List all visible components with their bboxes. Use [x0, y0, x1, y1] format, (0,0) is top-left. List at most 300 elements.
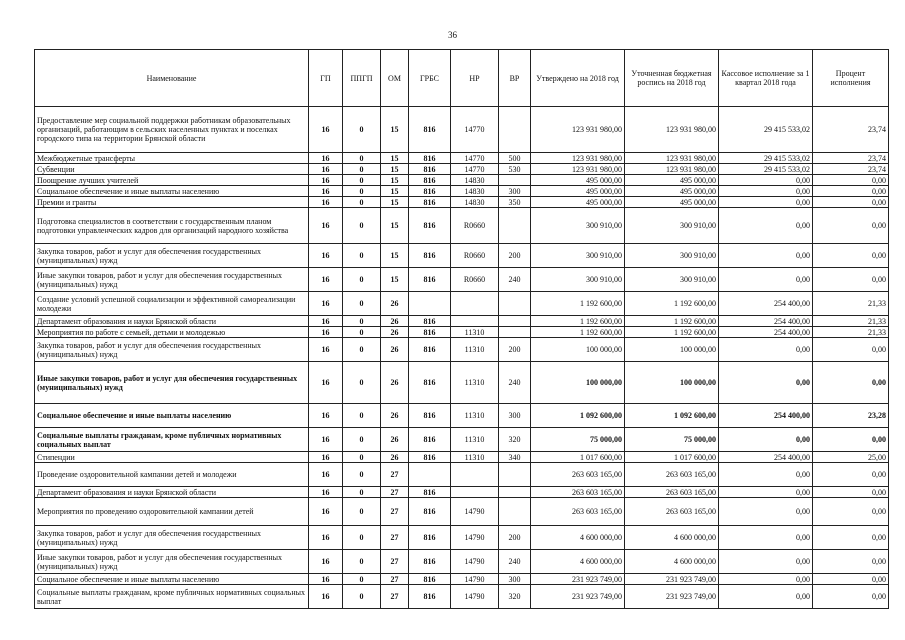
row-percent-cell: 0,00 [813, 428, 889, 452]
row-percent-cell: 21,33 [813, 292, 889, 316]
row-updated-cell: 100 000,00 [625, 338, 719, 362]
row-cash-cell: 0,00 [719, 197, 813, 208]
row-name-cell: Межбюджетные трансферты [35, 153, 309, 164]
row-nr-cell: 11310 [451, 404, 499, 428]
row-updated-cell: 1 192 600,00 [625, 292, 719, 316]
row-percent-cell: 0,00 [813, 574, 889, 585]
row-cash-cell: 0,00 [719, 175, 813, 186]
row-om-cell: 26 [381, 362, 409, 404]
row-ppgp-cell: 0 [343, 107, 381, 153]
row-grbs-cell: 816 [409, 585, 451, 609]
row-approved-cell: 100 000,00 [531, 362, 625, 404]
row-cash-cell: 29 415 533,02 [719, 107, 813, 153]
row-gp-cell: 16 [309, 550, 343, 574]
row-grbs-cell [409, 463, 451, 487]
row-ppgp-cell: 0 [343, 153, 381, 164]
row-updated-cell: 1 092 600,00 [625, 404, 719, 428]
row-gp-cell: 16 [309, 428, 343, 452]
row-vr-cell [499, 107, 531, 153]
row-gp-cell: 16 [309, 153, 343, 164]
budget-execution-table [34, 49, 889, 609]
table-row [35, 164, 889, 175]
row-grbs-cell: 816 [409, 153, 451, 164]
row-gp-cell: 16 [309, 338, 343, 362]
row-percent-cell: 23,74 [813, 164, 889, 175]
row-updated-cell: 1 192 600,00 [625, 316, 719, 327]
row-updated-cell: 123 931 980,00 [625, 164, 719, 175]
row-approved-cell: 1 192 600,00 [531, 327, 625, 338]
row-ppgp-cell: 0 [343, 186, 381, 197]
col-header-name: Наименование [35, 50, 309, 107]
row-name-cell: Мероприятия по проведению оздоровительной кампании детей [35, 498, 309, 526]
row-ppgp-cell: 0 [343, 338, 381, 362]
row-om-cell: 27 [381, 463, 409, 487]
row-grbs-cell: 816 [409, 164, 451, 175]
row-percent-cell: 0,00 [813, 244, 889, 268]
row-vr-cell [499, 292, 531, 316]
row-nr-cell [451, 487, 499, 498]
row-cash-cell: 0,00 [719, 244, 813, 268]
row-updated-cell: 75 000,00 [625, 428, 719, 452]
row-cash-cell: 29 415 533,02 [719, 153, 813, 164]
row-om-cell: 26 [381, 292, 409, 316]
row-ppgp-cell: 0 [343, 197, 381, 208]
row-om-cell: 27 [381, 585, 409, 609]
row-nr-cell: 11310 [451, 338, 499, 362]
table-row [35, 186, 889, 197]
table-row [35, 327, 889, 338]
row-vr-cell: 320 [499, 428, 531, 452]
row-om-cell: 15 [381, 107, 409, 153]
row-om-cell: 26 [381, 428, 409, 452]
row-nr-cell: 11310 [451, 428, 499, 452]
row-grbs-cell: 816 [409, 428, 451, 452]
row-name-cell: Иные закупки товаров, работ и услуг для обеспечения государственных (муниципальных) нужд [35, 268, 309, 292]
row-vr-cell [499, 498, 531, 526]
row-updated-cell: 123 931 980,00 [625, 107, 719, 153]
col-header-updated: Уточненная бюджетная роспись на 2018 год [625, 50, 719, 107]
row-om-cell: 26 [381, 327, 409, 338]
row-approved-cell: 495 000,00 [531, 197, 625, 208]
row-vr-cell [499, 208, 531, 244]
row-ppgp-cell: 0 [343, 292, 381, 316]
row-name-cell: Премии и гранты [35, 197, 309, 208]
row-updated-cell: 4 600 000,00 [625, 526, 719, 550]
row-grbs-cell: 816 [409, 550, 451, 574]
row-updated-cell: 263 603 165,00 [625, 463, 719, 487]
row-nr-cell: 14790 [451, 574, 499, 585]
table-row [35, 574, 889, 585]
row-grbs-cell: 816 [409, 404, 451, 428]
row-cash-cell: 0,00 [719, 463, 813, 487]
row-name-cell: Создание условий успешной социализации и эффективной самореализации молодежи [35, 292, 309, 316]
row-approved-cell: 1 192 600,00 [531, 292, 625, 316]
row-updated-cell: 100 000,00 [625, 362, 719, 404]
row-grbs-cell: 816 [409, 487, 451, 498]
table-row [35, 404, 889, 428]
row-percent-cell: 0,00 [813, 197, 889, 208]
row-vr-cell [499, 463, 531, 487]
row-ppgp-cell: 0 [343, 316, 381, 327]
row-updated-cell: 300 910,00 [625, 244, 719, 268]
row-approved-cell: 4 600 000,00 [531, 550, 625, 574]
row-cash-cell: 0,00 [719, 487, 813, 498]
row-nr-cell: 14830 [451, 197, 499, 208]
row-nr-cell [451, 292, 499, 316]
row-ppgp-cell: 0 [343, 244, 381, 268]
row-nr-cell: 14770 [451, 107, 499, 153]
row-updated-cell: 495 000,00 [625, 186, 719, 197]
row-ppgp-cell: 0 [343, 526, 381, 550]
row-updated-cell: 1 192 600,00 [625, 327, 719, 338]
row-gp-cell: 16 [309, 164, 343, 175]
row-name-cell: Социальные выплаты гражданам, кроме публичных нормативных социальных выплат [35, 428, 309, 452]
row-gp-cell: 16 [309, 107, 343, 153]
row-nr-cell: 14790 [451, 498, 499, 526]
row-approved-cell: 263 603 165,00 [531, 487, 625, 498]
row-gp-cell: 16 [309, 487, 343, 498]
row-gp-cell: 16 [309, 404, 343, 428]
row-cash-cell: 0,00 [719, 585, 813, 609]
row-om-cell: 15 [381, 268, 409, 292]
row-nr-cell: 14830 [451, 175, 499, 186]
row-percent-cell: 0,00 [813, 208, 889, 244]
row-om-cell: 15 [381, 244, 409, 268]
row-ppgp-cell: 0 [343, 208, 381, 244]
row-grbs-cell: 816 [409, 316, 451, 327]
row-gp-cell: 16 [309, 186, 343, 197]
col-header-gp: ГП [309, 50, 343, 107]
row-approved-cell: 4 600 000,00 [531, 526, 625, 550]
row-nr-cell: 14770 [451, 164, 499, 175]
row-vr-cell: 300 [499, 186, 531, 197]
row-gp-cell: 16 [309, 362, 343, 404]
col-header-om: ОМ [381, 50, 409, 107]
row-vr-cell: 300 [499, 574, 531, 585]
row-grbs-cell: 816 [409, 526, 451, 550]
col-header-approved: Утверждено на 2018 год [531, 50, 625, 107]
row-grbs-cell: 816 [409, 452, 451, 463]
row-grbs-cell [409, 292, 451, 316]
table-row [35, 292, 889, 316]
row-updated-cell: 1 017 600,00 [625, 452, 719, 463]
row-vr-cell [499, 487, 531, 498]
row-om-cell: 15 [381, 186, 409, 197]
row-ppgp-cell: 0 [343, 268, 381, 292]
row-name-cell: Закупка товаров, работ и услуг для обеспечения государственных (муниципальных) нужд [35, 526, 309, 550]
row-approved-cell: 1 092 600,00 [531, 404, 625, 428]
row-percent-cell: 0,00 [813, 268, 889, 292]
row-gp-cell: 16 [309, 498, 343, 526]
table-row [35, 316, 889, 327]
row-grbs-cell: 816 [409, 186, 451, 197]
row-approved-cell: 231 923 749,00 [531, 585, 625, 609]
row-cash-cell: 0,00 [719, 498, 813, 526]
row-updated-cell: 495 000,00 [625, 175, 719, 186]
row-approved-cell: 1 192 600,00 [531, 316, 625, 327]
row-cash-cell: 254 400,00 [719, 404, 813, 428]
row-nr-cell: 11310 [451, 362, 499, 404]
row-om-cell: 15 [381, 164, 409, 175]
table-row [35, 268, 889, 292]
row-cash-cell: 0,00 [719, 550, 813, 574]
row-approved-cell: 123 931 980,00 [531, 107, 625, 153]
row-updated-cell: 300 910,00 [625, 208, 719, 244]
row-cash-cell: 254 400,00 [719, 316, 813, 327]
row-nr-cell: 14770 [451, 153, 499, 164]
row-vr-cell: 500 [499, 153, 531, 164]
row-updated-cell: 263 603 165,00 [625, 498, 719, 526]
row-gp-cell: 16 [309, 526, 343, 550]
row-approved-cell: 123 931 980,00 [531, 164, 625, 175]
row-name-cell: Закупка товаров, работ и услуг для обеспечения государственных (муниципальных) нужд [35, 244, 309, 268]
row-om-cell: 27 [381, 498, 409, 526]
row-percent-cell: 21,33 [813, 316, 889, 327]
row-name-cell: Социальное обеспечение и иные выплаты населению [35, 574, 309, 585]
row-grbs-cell: 816 [409, 498, 451, 526]
row-name-cell: Иные закупки товаров, работ и услуг для обеспечения государственных (муниципальных) нужд [35, 362, 309, 404]
row-gp-cell: 16 [309, 292, 343, 316]
row-updated-cell: 263 603 165,00 [625, 487, 719, 498]
row-vr-cell: 530 [499, 164, 531, 175]
row-percent-cell: 0,00 [813, 487, 889, 498]
row-om-cell: 15 [381, 153, 409, 164]
row-ppgp-cell: 0 [343, 463, 381, 487]
row-gp-cell: 16 [309, 208, 343, 244]
row-name-cell: Социальное обеспечение и иные выплаты населению [35, 186, 309, 197]
table-row [35, 526, 889, 550]
table-row [35, 244, 889, 268]
row-cash-cell: 254 400,00 [719, 292, 813, 316]
table-row [35, 197, 889, 208]
row-percent-cell: 0,00 [813, 362, 889, 404]
row-vr-cell: 200 [499, 338, 531, 362]
col-header-nr: НР [451, 50, 499, 107]
row-vr-cell [499, 327, 531, 338]
row-nr-cell: 11310 [451, 452, 499, 463]
row-ppgp-cell: 0 [343, 428, 381, 452]
row-cash-cell: 0,00 [719, 186, 813, 197]
row-ppgp-cell: 0 [343, 550, 381, 574]
row-ppgp-cell: 0 [343, 452, 381, 463]
row-ppgp-cell: 0 [343, 404, 381, 428]
row-nr-cell: 14790 [451, 585, 499, 609]
table-header-row [35, 50, 889, 107]
row-updated-cell: 300 910,00 [625, 268, 719, 292]
row-percent-cell: 23,74 [813, 153, 889, 164]
row-name-cell: Закупка товаров, работ и услуг для обеспечения государственных (муниципальных) нужд [35, 338, 309, 362]
row-ppgp-cell: 0 [343, 327, 381, 338]
row-grbs-cell: 816 [409, 574, 451, 585]
row-om-cell: 27 [381, 526, 409, 550]
table-row [35, 153, 889, 164]
row-cash-cell: 0,00 [719, 428, 813, 452]
row-approved-cell: 231 923 749,00 [531, 574, 625, 585]
row-name-cell: Подготовка специалистов в соответствии с государственным планом подготовки управленческих кадров для организаций народного хозяйства [35, 208, 309, 244]
table-row [35, 585, 889, 609]
row-name-cell: Иные закупки товаров, работ и услуг для обеспечения государственных (муниципальных) нужд [35, 550, 309, 574]
table-row [35, 107, 889, 153]
row-gp-cell: 16 [309, 244, 343, 268]
row-grbs-cell: 816 [409, 175, 451, 186]
row-nr-cell: 14830 [451, 186, 499, 197]
row-approved-cell: 300 910,00 [531, 244, 625, 268]
row-ppgp-cell: 0 [343, 487, 381, 498]
col-header-grbs: ГРБС [409, 50, 451, 107]
row-om-cell: 27 [381, 574, 409, 585]
row-om-cell: 26 [381, 452, 409, 463]
row-cash-cell: 0,00 [719, 574, 813, 585]
col-header-percent: Процент исполнения [813, 50, 889, 107]
row-grbs-cell: 816 [409, 197, 451, 208]
row-percent-cell: 0,00 [813, 186, 889, 197]
row-om-cell: 15 [381, 175, 409, 186]
row-gp-cell: 16 [309, 463, 343, 487]
row-updated-cell: 231 923 749,00 [625, 574, 719, 585]
row-percent-cell: 23,74 [813, 107, 889, 153]
row-ppgp-cell: 0 [343, 362, 381, 404]
row-percent-cell: 21,33 [813, 327, 889, 338]
col-header-ppgp: ППГП [343, 50, 381, 107]
row-gp-cell: 16 [309, 175, 343, 186]
row-cash-cell: 0,00 [719, 338, 813, 362]
row-cash-cell: 0,00 [719, 208, 813, 244]
row-vr-cell: 200 [499, 526, 531, 550]
row-approved-cell: 1 017 600,00 [531, 452, 625, 463]
row-name-cell: Предоставление мер социальной поддержки работникам образовательных организаций, работающим в сельских населенных пунктах и поселках городского типа на территории Брянской области [35, 107, 309, 153]
row-gp-cell: 16 [309, 327, 343, 338]
row-percent-cell: 25,00 [813, 452, 889, 463]
row-ppgp-cell: 0 [343, 175, 381, 186]
row-name-cell: Мероприятия по работе с семьей, детьми и молодежью [35, 327, 309, 338]
row-vr-cell [499, 316, 531, 327]
row-grbs-cell: 816 [409, 327, 451, 338]
row-name-cell: Социальные выплаты гражданам, кроме публичных нормативных социальных выплат [35, 585, 309, 609]
row-nr-cell: R0660 [451, 268, 499, 292]
row-om-cell: 15 [381, 197, 409, 208]
row-name-cell: Департамент образования и науки Брянской области [35, 487, 309, 498]
row-approved-cell: 300 910,00 [531, 268, 625, 292]
row-approved-cell: 495 000,00 [531, 186, 625, 197]
row-grbs-cell: 816 [409, 107, 451, 153]
row-grbs-cell: 816 [409, 338, 451, 362]
row-vr-cell: 240 [499, 550, 531, 574]
row-ppgp-cell: 0 [343, 498, 381, 526]
row-om-cell: 26 [381, 338, 409, 362]
table-row [35, 362, 889, 404]
row-name-cell: Поощрение лучших учителей [35, 175, 309, 186]
row-vr-cell: 200 [499, 244, 531, 268]
row-updated-cell: 123 931 980,00 [625, 153, 719, 164]
row-nr-cell: R0660 [451, 244, 499, 268]
row-om-cell: 26 [381, 404, 409, 428]
row-grbs-cell: 816 [409, 244, 451, 268]
row-name-cell: Стипендии [35, 452, 309, 463]
row-grbs-cell: 816 [409, 268, 451, 292]
row-nr-cell [451, 463, 499, 487]
page-number: 36 [448, 30, 457, 40]
table-body [35, 107, 889, 609]
row-vr-cell [499, 175, 531, 186]
row-updated-cell: 231 923 749,00 [625, 585, 719, 609]
row-gp-cell: 16 [309, 574, 343, 585]
row-approved-cell: 263 603 165,00 [531, 463, 625, 487]
row-gp-cell: 16 [309, 268, 343, 292]
row-cash-cell: 254 400,00 [719, 327, 813, 338]
row-vr-cell: 320 [499, 585, 531, 609]
row-percent-cell: 0,00 [813, 550, 889, 574]
row-name-cell: Социальное обеспечение и иные выплаты населению [35, 404, 309, 428]
table-row [35, 175, 889, 186]
row-name-cell: Проведение оздоровительной кампании детей и молодежи [35, 463, 309, 487]
col-header-cash: Кассовое исполнение за 1 квартал 2018 года [719, 50, 813, 107]
table-row [35, 463, 889, 487]
row-approved-cell: 123 931 980,00 [531, 153, 625, 164]
row-ppgp-cell: 0 [343, 574, 381, 585]
row-cash-cell: 29 415 533,02 [719, 164, 813, 175]
row-percent-cell: 0,00 [813, 463, 889, 487]
row-nr-cell: R0660 [451, 208, 499, 244]
table-row [35, 550, 889, 574]
row-cash-cell: 0,00 [719, 526, 813, 550]
row-om-cell: 27 [381, 487, 409, 498]
row-vr-cell: 240 [499, 268, 531, 292]
row-percent-cell: 0,00 [813, 585, 889, 609]
row-approved-cell: 263 603 165,00 [531, 498, 625, 526]
row-om-cell: 27 [381, 550, 409, 574]
table-row [35, 487, 889, 498]
row-nr-cell: 11310 [451, 327, 499, 338]
row-cash-cell: 254 400,00 [719, 452, 813, 463]
row-vr-cell: 340 [499, 452, 531, 463]
row-updated-cell: 495 000,00 [625, 197, 719, 208]
row-cash-cell: 0,00 [719, 362, 813, 404]
row-name-cell: Субвенции [35, 164, 309, 175]
row-grbs-cell: 816 [409, 362, 451, 404]
table-row [35, 498, 889, 526]
row-nr-cell: 14790 [451, 526, 499, 550]
row-ppgp-cell: 0 [343, 585, 381, 609]
row-percent-cell: 0,00 [813, 526, 889, 550]
table-row [35, 428, 889, 452]
row-percent-cell: 0,00 [813, 338, 889, 362]
row-percent-cell: 0,00 [813, 498, 889, 526]
col-header-vr: ВР [499, 50, 531, 107]
row-nr-cell [451, 316, 499, 327]
row-grbs-cell: 816 [409, 208, 451, 244]
row-gp-cell: 16 [309, 585, 343, 609]
row-percent-cell: 23,28 [813, 404, 889, 428]
table-row [35, 452, 889, 463]
row-vr-cell: 240 [499, 362, 531, 404]
row-updated-cell: 4 600 000,00 [625, 550, 719, 574]
row-approved-cell: 495 000,00 [531, 175, 625, 186]
row-percent-cell: 0,00 [813, 175, 889, 186]
row-gp-cell: 16 [309, 197, 343, 208]
row-gp-cell: 16 [309, 316, 343, 327]
row-approved-cell: 75 000,00 [531, 428, 625, 452]
row-om-cell: 15 [381, 208, 409, 244]
table-row [35, 338, 889, 362]
row-nr-cell: 14790 [451, 550, 499, 574]
table-row [35, 208, 889, 244]
row-approved-cell: 300 910,00 [531, 208, 625, 244]
row-approved-cell: 100 000,00 [531, 338, 625, 362]
row-name-cell: Департамент образования и науки Брянской области [35, 316, 309, 327]
row-ppgp-cell: 0 [343, 164, 381, 175]
row-cash-cell: 0,00 [719, 268, 813, 292]
row-gp-cell: 16 [309, 452, 343, 463]
